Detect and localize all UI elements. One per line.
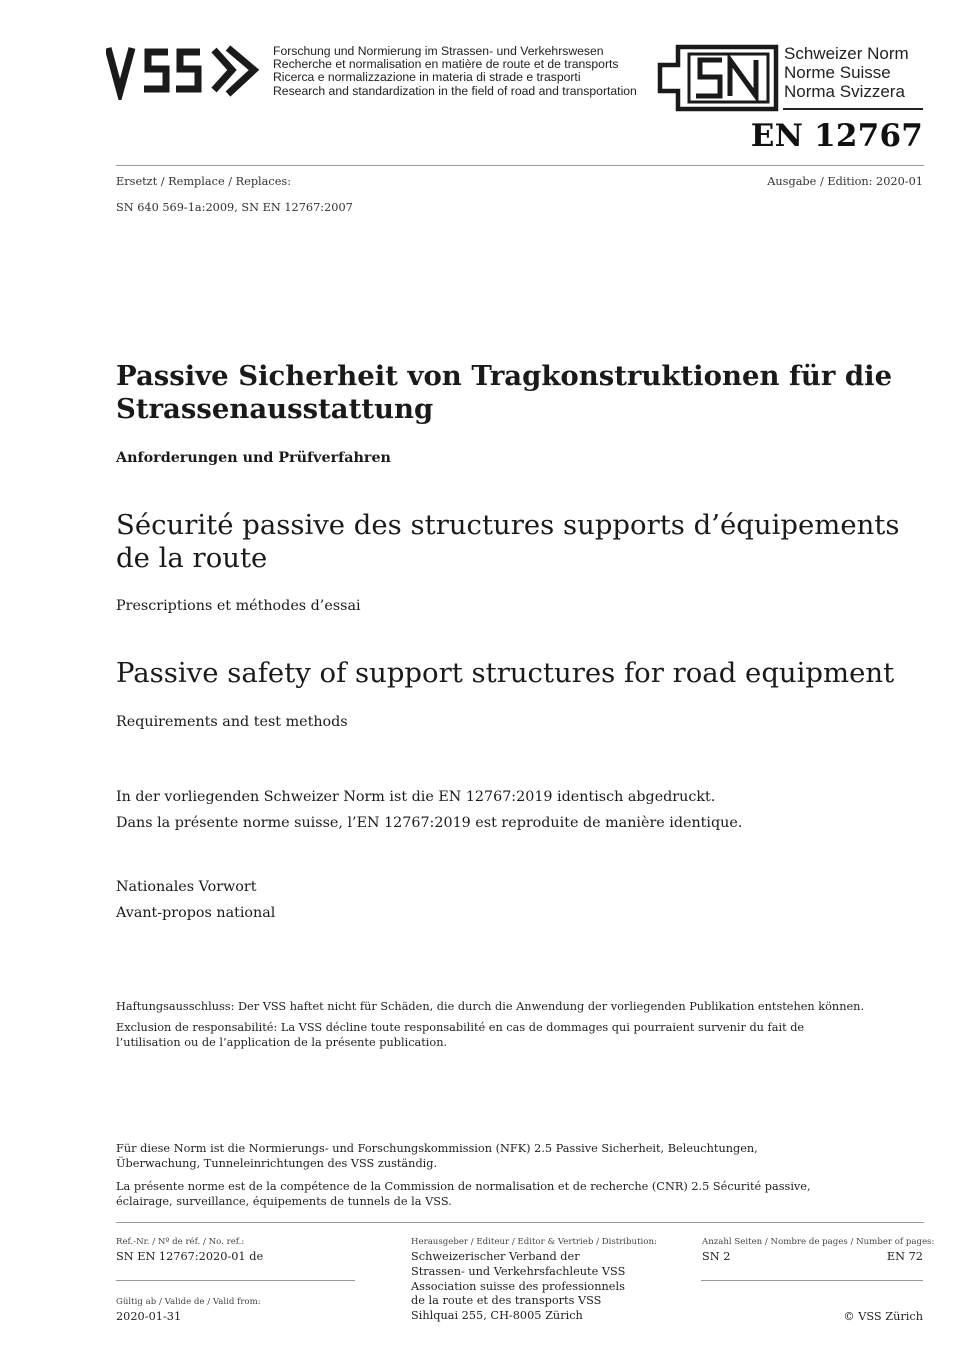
identical-note-german: In der vorliegenden Schweizer Norm ist die EN 12767:2019 identisch abgedruckt. bbox=[116, 789, 716, 805]
sn-name-de: Schweizer Norm bbox=[784, 44, 909, 63]
reference-value: SN EN 12767:2020-01 de bbox=[116, 1250, 264, 1263]
footer-divider bbox=[116, 1222, 924, 1223]
edition-date: Ausgabe / Edition: 2020-01 bbox=[767, 175, 923, 188]
subtitle-french: Prescriptions et méthodes d’essai bbox=[116, 598, 361, 614]
sn-name-fr: Norme Suisse bbox=[784, 63, 891, 82]
publisher-line: Schweizerischer Verband der bbox=[411, 1250, 580, 1263]
title-english: Passive safety of support structures for road equipment bbox=[116, 657, 895, 689]
vss-tagline-de: Forschung und Normierung im Strassen- und Verkehrswesen bbox=[273, 44, 604, 58]
sn-names bbox=[784, 44, 909, 101]
copyright-notice: © VSS Zürich bbox=[843, 1310, 923, 1323]
title-french: Sécurité passive des structures supports d’équipements de la route bbox=[116, 509, 900, 574]
publisher-line: de la route et des transports VSS bbox=[411, 1294, 602, 1308]
reference-label: Ref.-Nr. / Nº de réf. / No. ref.: bbox=[116, 1237, 245, 1247]
publisher-line: Sihlquai 255, CH-8005 Zürich bbox=[411, 1309, 583, 1323]
vss-tagline bbox=[273, 45, 637, 98]
header-divider bbox=[116, 165, 924, 166]
valid-from-value: 2020-01-31 bbox=[116, 1310, 182, 1323]
publisher-address bbox=[411, 1250, 625, 1324]
vss-tagline-it: Ricerca e normalizzazione in materia di strade e trasporti bbox=[273, 70, 581, 85]
page-count-divider bbox=[701, 1280, 923, 1281]
replaces-value: SN 640 569-1a:2009, SN EN 12767:2007 bbox=[116, 201, 353, 214]
page-count-en: EN 72 bbox=[886, 1250, 923, 1263]
committee-note-german: Für diese Norm ist die Normierungs- und Forschungskommission (NFK) 2.5 Passive Sicherheit, Beleuchtungen, Überwachung, Tunneleinrichtungen des VSS zuständig. bbox=[116, 1142, 758, 1170]
document-number: EN 12767 bbox=[750, 118, 923, 154]
page-count-sn: SN 2 bbox=[702, 1250, 731, 1263]
national-foreword-french: Avant-propos national bbox=[116, 905, 276, 921]
page-count-label: Anzahl Seiten / Nombre de pages / Number of pages: bbox=[702, 1237, 935, 1247]
valid-from-label: Gültig ab / Valide de / Valid from: bbox=[116, 1297, 261, 1307]
sn-name-it: Norma Svizzera bbox=[784, 82, 905, 101]
reference-divider bbox=[116, 1280, 355, 1281]
vss-logo bbox=[106, 42, 266, 100]
disclaimer-german: Haftungsausschluss: Der VSS haftet nicht für Schäden, die durch die Anwendung der vorliegenden Publikation entstehen können. bbox=[116, 1000, 865, 1013]
publisher-label: Herausgeber / Editeur / Editor & Vertrieb / Distribution: bbox=[411, 1237, 657, 1247]
publisher-line: Association suisse des professionnels bbox=[411, 1279, 625, 1293]
national-foreword-german: Nationales Vorwort bbox=[116, 879, 257, 895]
vss-tagline-fr: Recherche et normalisation en matière de route et de transports bbox=[273, 57, 619, 72]
title-german: Passive Sicherheit von Tragkonstruktionen für die Strassenausstattung bbox=[116, 360, 893, 425]
publisher-line: Strassen- und Verkehrsfachleute VSS bbox=[411, 1264, 626, 1278]
vss-tagline-en: Research and standardization in the field of road and transportation bbox=[273, 83, 637, 98]
committee-note-french: La présente norme est de la compétence de la Commission de normalisation et de recherche (CNR) 2.5 Sécurité passive, éclairage, surveillance, équipements de tunnels de la VSS. bbox=[116, 1180, 811, 1208]
identical-note-french: Dans la présente norme suisse, l’EN 12767:2019 est reproduite de manière identique. bbox=[116, 815, 743, 831]
replaces-label: Ersetzt / Remplace / Replaces: bbox=[116, 175, 292, 188]
subtitle-english: Requirements and test methods bbox=[116, 714, 348, 730]
sn-logo bbox=[656, 44, 780, 112]
sn-underline bbox=[783, 108, 923, 110]
subtitle-german: Anforderungen und Prüfverfahren bbox=[116, 450, 391, 466]
disclaimer-french: Exclusion de responsabilité: La VSS décline toute responsabilité en cas de dommages qui pourraient survenir du fait de l’utilisation ou de l’application de la présente publication. bbox=[116, 1021, 805, 1049]
